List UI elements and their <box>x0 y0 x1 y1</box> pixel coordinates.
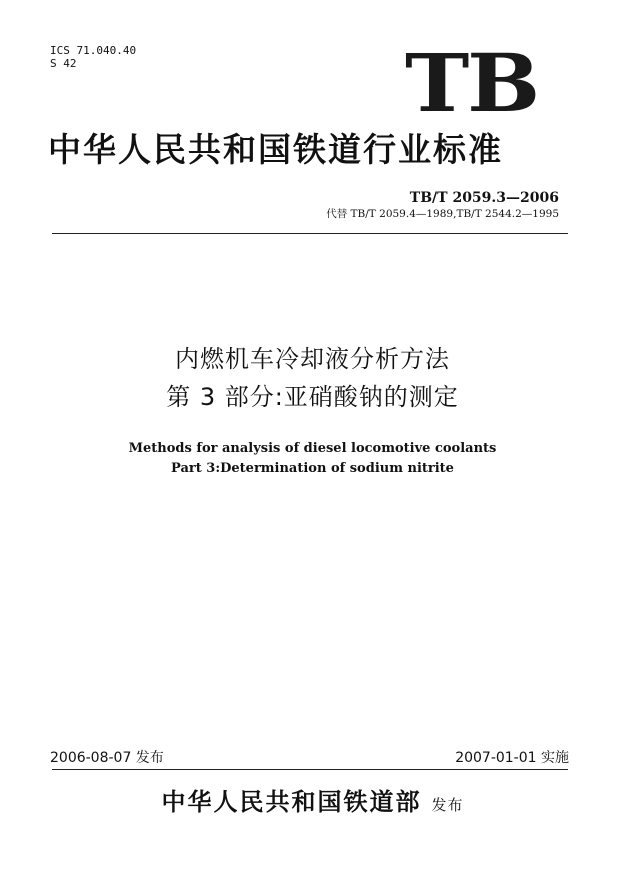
tb-logo: TB <box>405 36 539 130</box>
issuer <box>0 787 625 820</box>
classification-block <box>50 44 136 70</box>
title-en-line2: Part 3:Determination of sodium nitrite <box>171 461 454 476</box>
org-title: 中华人民共和国铁道行业标准 <box>48 130 503 169</box>
issuer-action: 发布 <box>431 796 464 814</box>
standard-number: TB/T 2059.3—2006 <box>409 190 559 206</box>
replaces-note: 代替 TB/T 2059.4—1989,TB/T 2544.2—1995 <box>326 208 559 220</box>
title-cn-line2: 第 3 部分:亚硝酸钠的测定 <box>166 383 459 411</box>
header-divider <box>52 233 568 234</box>
footer-divider <box>52 769 568 770</box>
title-en-line1: Methods for analysis of diesel locomotive coolants <box>128 441 497 456</box>
effective-date: 2007-01-01 实施 <box>455 750 569 766</box>
issue-date: 2006-08-07 发布 <box>50 750 164 766</box>
issuer-name: 中华人民共和国铁道部 <box>161 787 422 816</box>
category-code: S 42 <box>50 57 77 70</box>
title-cn-line1: 内燃机车冷却液分析方法 <box>175 345 450 373</box>
ics-code: ICS 71.040.40 <box>50 44 137 57</box>
